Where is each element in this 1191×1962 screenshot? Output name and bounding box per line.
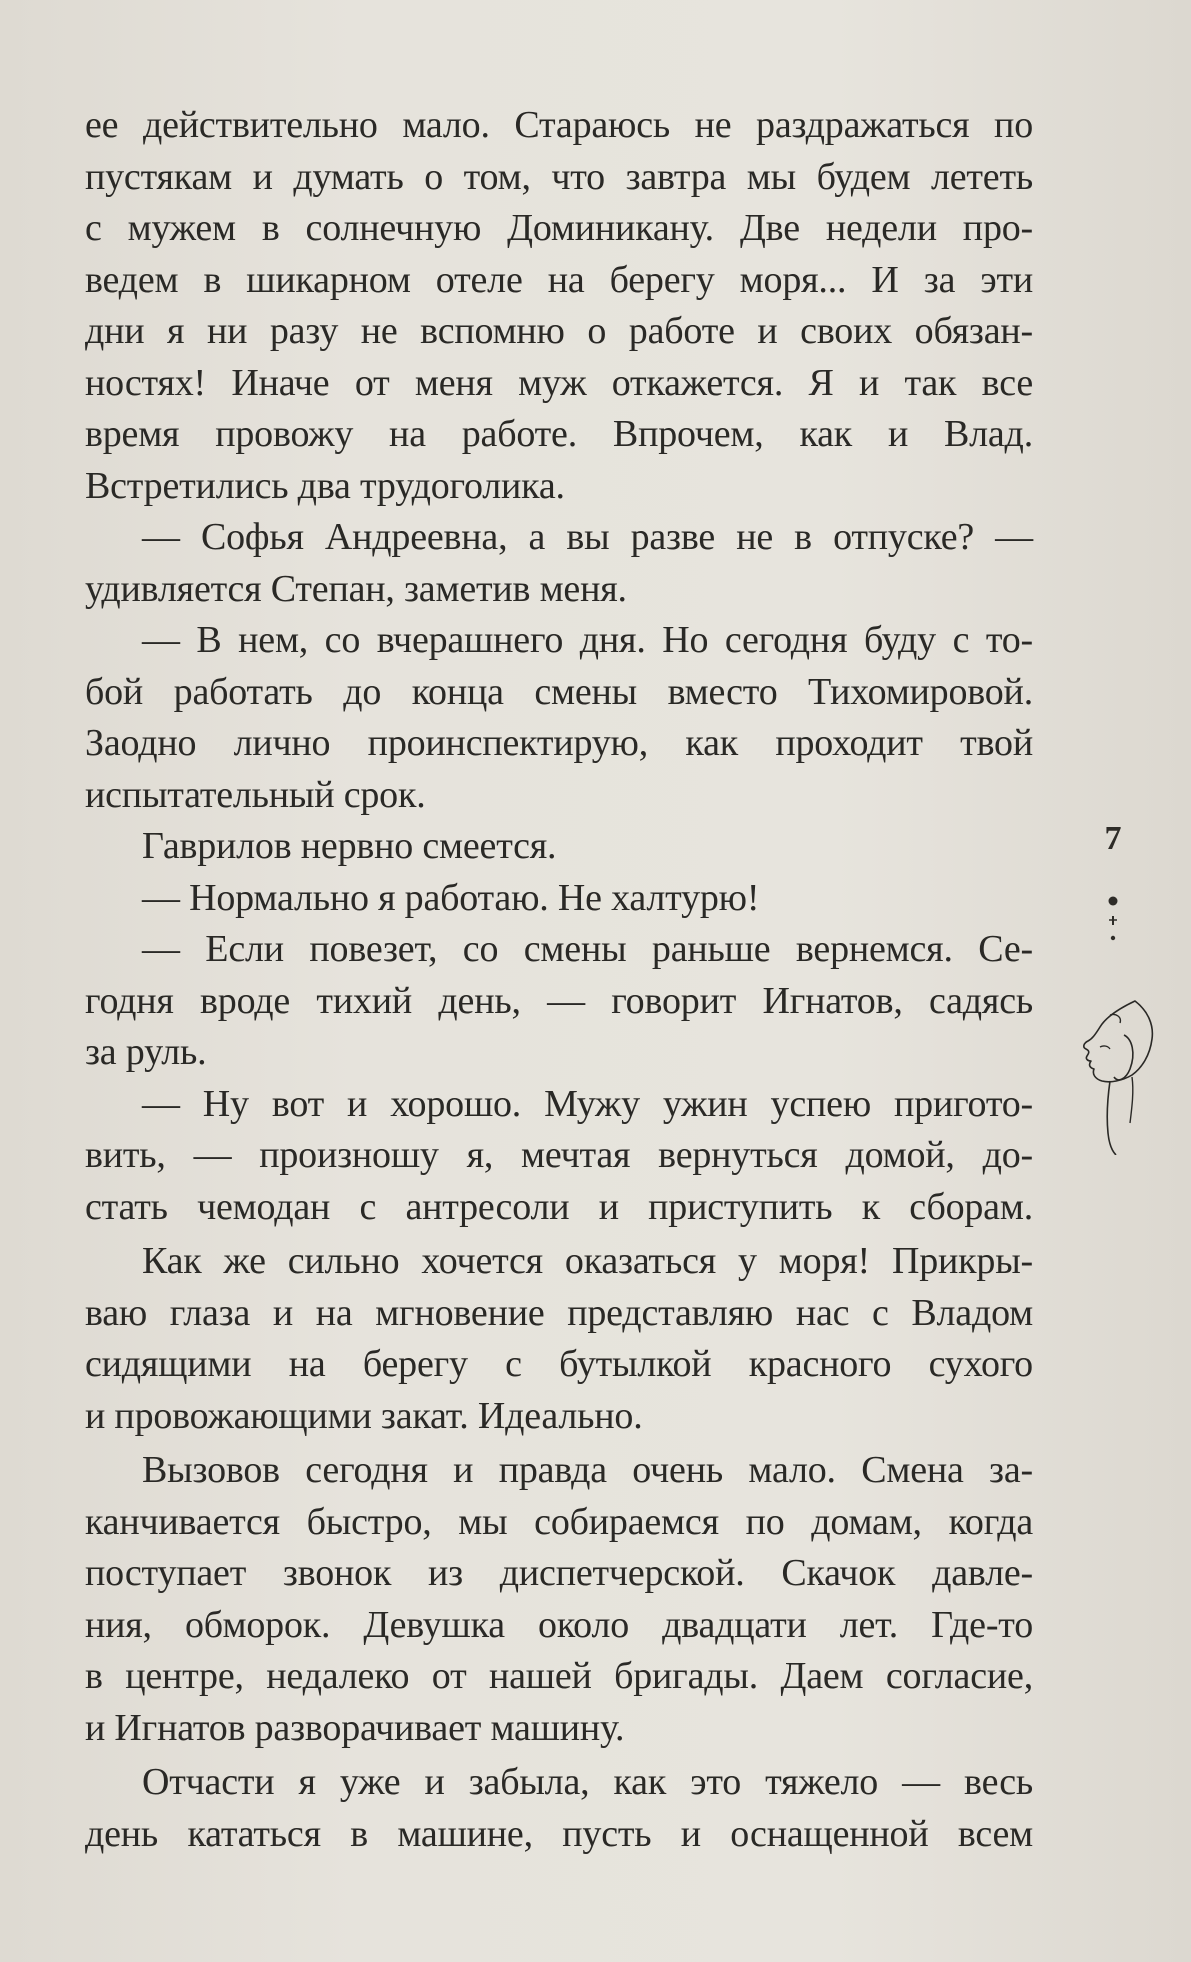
text-line: — В нем, со вчерашнего дня. Но сегодня буду с то- [142,619,1033,661]
text-line: ее действительно мало. Стараюсь не раздражаться по [85,104,1033,146]
text-line: вить, — произношу я, мечтая вернуться домой, до- [85,1134,1033,1176]
text-line: ностях! Иначе от меня муж откажется. Я и так все [85,361,1033,404]
text-line: — Если повезет, со смены раньше вернемся. Се- [142,928,1033,970]
text-line: Как же сильно хочется оказаться у моря! Прикры- [142,1240,1033,1282]
text-line: — Ну вот и хорошо. Мужу ужин успею пригото- [142,1082,1033,1125]
text-line: Заодно лично проинспектирую, как проходит твой [85,722,1033,764]
face-sketch-icon [1060,995,1160,1155]
text-line: ведем в шикарном отеле на берегу моря... И за эти [85,258,1033,301]
text-line: бой работать до конца смены вместо Тихомировой. [85,670,1033,713]
text-line: Вызовов сегодня и правда очень мало. Смена за- [142,1449,1033,1491]
text-line: сидящими на берегу с бутылкой красного сухого [85,1343,1033,1385]
text-line: ния, обморок. Девушка около двадцати лет. Где-то [85,1603,1033,1646]
text-line: дни я ни разу не вспомню о работе и своих обязан- [85,310,1033,352]
text-line: в центре, недалеко от нашей бригады. Даем согласие, [85,1655,1033,1697]
text-line: день кататься в машине, пусть и оснащенной всем [85,1812,1033,1855]
text-line: испытательный срок. [85,773,426,816]
page-number: 7 [1104,820,1122,857]
text-line: стать чемодан с антресоли и приступить к сборам. [85,1185,1033,1228]
text-line: и Игнатов разворачивает машину. [85,1706,625,1749]
text-line: время провожу на работе. Впрочем, как и Влад. [85,413,1033,455]
text-line: годня вроде тихий день, — говорит Игнатов, садясь [85,979,1033,1022]
text-line: Встретились два трудоголика. [85,464,565,507]
text-line: за руль. [85,1031,207,1073]
text-line: ваю глаза и на мгновение представляю нас с Владом [85,1291,1033,1334]
body-text [85,100,1033,1860]
text-line: Отчасти я уже и забыла, как это тяжело — весь [142,1761,1033,1803]
text-line: — Софья Андреевна, а вы разве не в отпуске? — [142,516,1033,558]
text-line: Гаврилов нервно смеется. [142,825,557,867]
text-line: поступает звонок из диспетчерской. Скачок давле- [85,1552,1033,1594]
text-line: и провожающими закат. Идеально. [85,1394,643,1437]
text-line: канчивается быстро, мы собираемся по домам, когда [85,1500,1033,1543]
dot-ornament-icon [1078,888,1148,968]
text-line: пустякам и думать о том, что завтра мы будем лететь [85,155,1033,198]
text-line: удивляется Степан, заметив меня. [85,567,627,610]
text-line: — Нормально я работаю. Не халтурю! [142,876,760,919]
text-line: с мужем в солнечную Доминикану. Две недели про- [85,207,1033,249]
